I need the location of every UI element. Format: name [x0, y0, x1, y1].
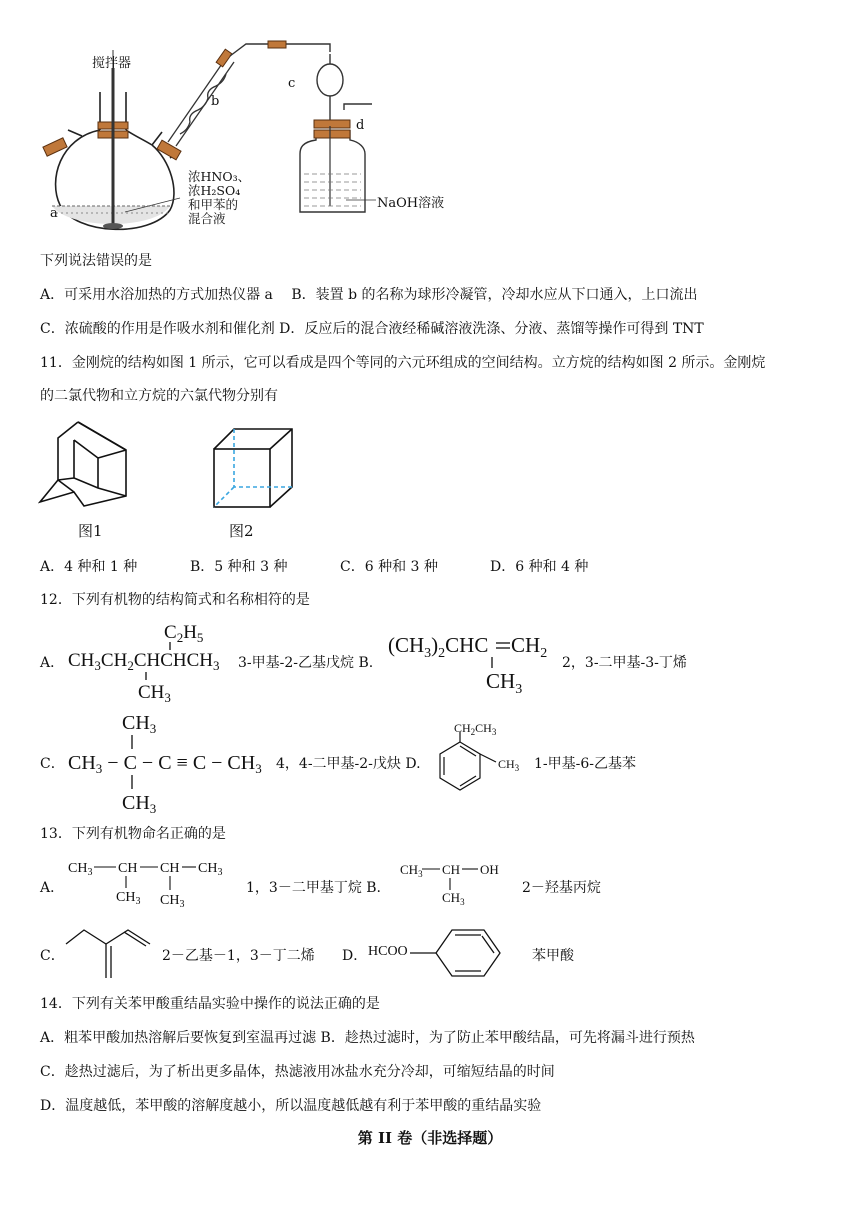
q14-options-ab: A．粗苯甲酸加热溶解后要恢复到室温再过滤 B．趁热过滤时，为了防止苯甲酸结晶，可先将漏斗进行预热 [40, 1030, 695, 1046]
svg-text:CH3: $CH_3$ [498, 757, 520, 773]
q14-option-c: C．趁热过滤后，为了析出更多晶体，热滤液用冰盐水充分冷却，可缩短结晶的时间 [40, 1064, 555, 1080]
q13-a-name: 1，3－二甲基丁烷 B. [246, 880, 382, 896]
q12-d-name: 1-甲基-6-乙基苯 [534, 756, 637, 772]
stirrer-blade [103, 223, 123, 229]
fig1-caption: 图1 [78, 522, 103, 540]
q12-c-name: 4，4-二甲基-2-戊炔 D. [276, 756, 421, 772]
svg-text:CH3: $CH_3$ [116, 890, 141, 907]
svg-text:CH3: $CH_3$ [122, 792, 157, 816]
q13-d-prefix: D． [342, 948, 368, 964]
q13-c-structure [62, 922, 158, 984]
naoh-label: NaOH溶液 [377, 196, 445, 211]
q10-options-ab: A．可采用水浴加热的方式加热仪器 a B．装置 b 的名称为球形冷凝管，冷却水应从下口通入，上口流出 [40, 287, 698, 303]
q12-c-formula [66, 707, 272, 817]
q13-a-formula [66, 854, 242, 914]
q12-a-name: 3-甲基-2-乙基戊烷 B. [238, 655, 374, 671]
q11-stem-1: 11．金刚烷的结构如图 1 所示，它可以看成是四个等同的六元环组成的空间结构。立方烷的结构如图 2 所示。金刚烷 [40, 355, 766, 371]
q12-b-name: 2，3-二甲基-3-丁烯 [562, 655, 687, 671]
svg-text:CH3: $CH_3$ [160, 893, 185, 910]
q11-option-c: C．6 种和 3 种 [340, 559, 438, 575]
svg-text:CH3: $CH_3$ [122, 712, 157, 736]
q13-stem: 13．下列有机物命名正确的是 [40, 826, 226, 842]
safety-bulb [317, 64, 343, 96]
label-c: c [288, 76, 296, 91]
q13-d-structure [408, 926, 518, 982]
bulb-condenser [168, 58, 234, 146]
flask-liquid [52, 206, 170, 224]
q13-a-prefix: A． [40, 880, 65, 896]
q11-option-d: D．6 种和 4 种 [490, 559, 589, 575]
svg-text:OH: OH [480, 862, 499, 877]
q11-option-a: A．4 种和 1 种 [40, 559, 138, 575]
q13-b-name: 2－羟基丙烷 [522, 880, 601, 896]
svg-text:CH3: $CH_3$ [198, 861, 223, 878]
fig2-caption: 图2 [229, 522, 254, 540]
q10-options-cd: C．浓硫酸的作用是作吸水剂和催化剂 D．反应后的混合液经稀碱溶液洗涤、分液、蒸馏等操作可得到 TNT [40, 321, 704, 337]
svg-text:CH: CH [442, 862, 461, 877]
label-a: a [50, 206, 58, 221]
svg-text:CH: CH [118, 861, 138, 876]
mixture-label: 浓HNO₃、 浓H₂SO₄ 和甲苯的 混合液 [188, 169, 251, 226]
q11-option-b: B．5 种和 3 种 [190, 559, 288, 575]
stirrer-label: 搅拌器 [92, 56, 132, 71]
q12-d-structure [430, 720, 530, 802]
q13-d-group: HCOO [368, 944, 408, 959]
label-d: d [356, 118, 365, 133]
svg-text:CH3: $CH_3$ [400, 862, 423, 879]
q11-stem-2: 的二氯代物和立方烷的六氯代物分别有 [40, 388, 278, 404]
svg-text:CH3: $CH_3$ [442, 890, 465, 907]
q13-c-name: 2－乙基－1，3－丁二烯 [162, 948, 315, 964]
svg-text:CH3: $CH_3$ [486, 669, 523, 696]
left-stopper [43, 138, 67, 156]
q12-stem: 12．下列有机物的结构简式和名称相符的是 [40, 592, 310, 608]
svg-text:CH3 − C − C ≡ C − CH3: $CH_3 - C - C \equiv C - CH_3$ [68, 752, 262, 776]
svg-text:CH3: $CH_3$ [138, 682, 171, 704]
svg-text:CH: CH [160, 861, 180, 876]
q10-stem: 下列说法错误的是 [40, 253, 152, 269]
svg-text:C2H5: $C_2H_5$ [164, 622, 204, 645]
q12-c-prefix: C． [40, 756, 65, 772]
section-title: 第 II 卷（非选择题） [357, 1129, 503, 1147]
q14-option-d: D．温度越低，苯甲酸的溶解度越小，所以温度越低越有利于苯甲酸的重结晶实验 [40, 1098, 542, 1114]
svg-text:CH2CH3: $CH_2CH_3$ [454, 721, 497, 737]
q13-c-prefix: C． [40, 948, 65, 964]
q14-stem: 14．下列有关苯甲酸重结晶实验中操作的说法正确的是 [40, 996, 380, 1012]
q13-d-name: 苯甲酸 [532, 948, 574, 964]
svg-text:CH3CH2CHCHCH3: $CH_3CH_2CHCHCH_3$ [68, 650, 220, 673]
q12-b-formula [386, 624, 558, 696]
svg-text:CH2: $CH_2$ [511, 633, 548, 661]
svg-text:CH3: $CH_3$ [68, 861, 93, 878]
cubane-structure [210, 425, 300, 515]
q13-b-formula [398, 858, 508, 910]
q12-a-prefix: A． [40, 655, 65, 671]
q12-a-formula [66, 618, 236, 704]
svg-text:(CH3)2CHC: $(CH_3)_2CHC$ [388, 633, 489, 661]
label-b: b [211, 94, 220, 109]
adamantane-structure [38, 418, 148, 518]
